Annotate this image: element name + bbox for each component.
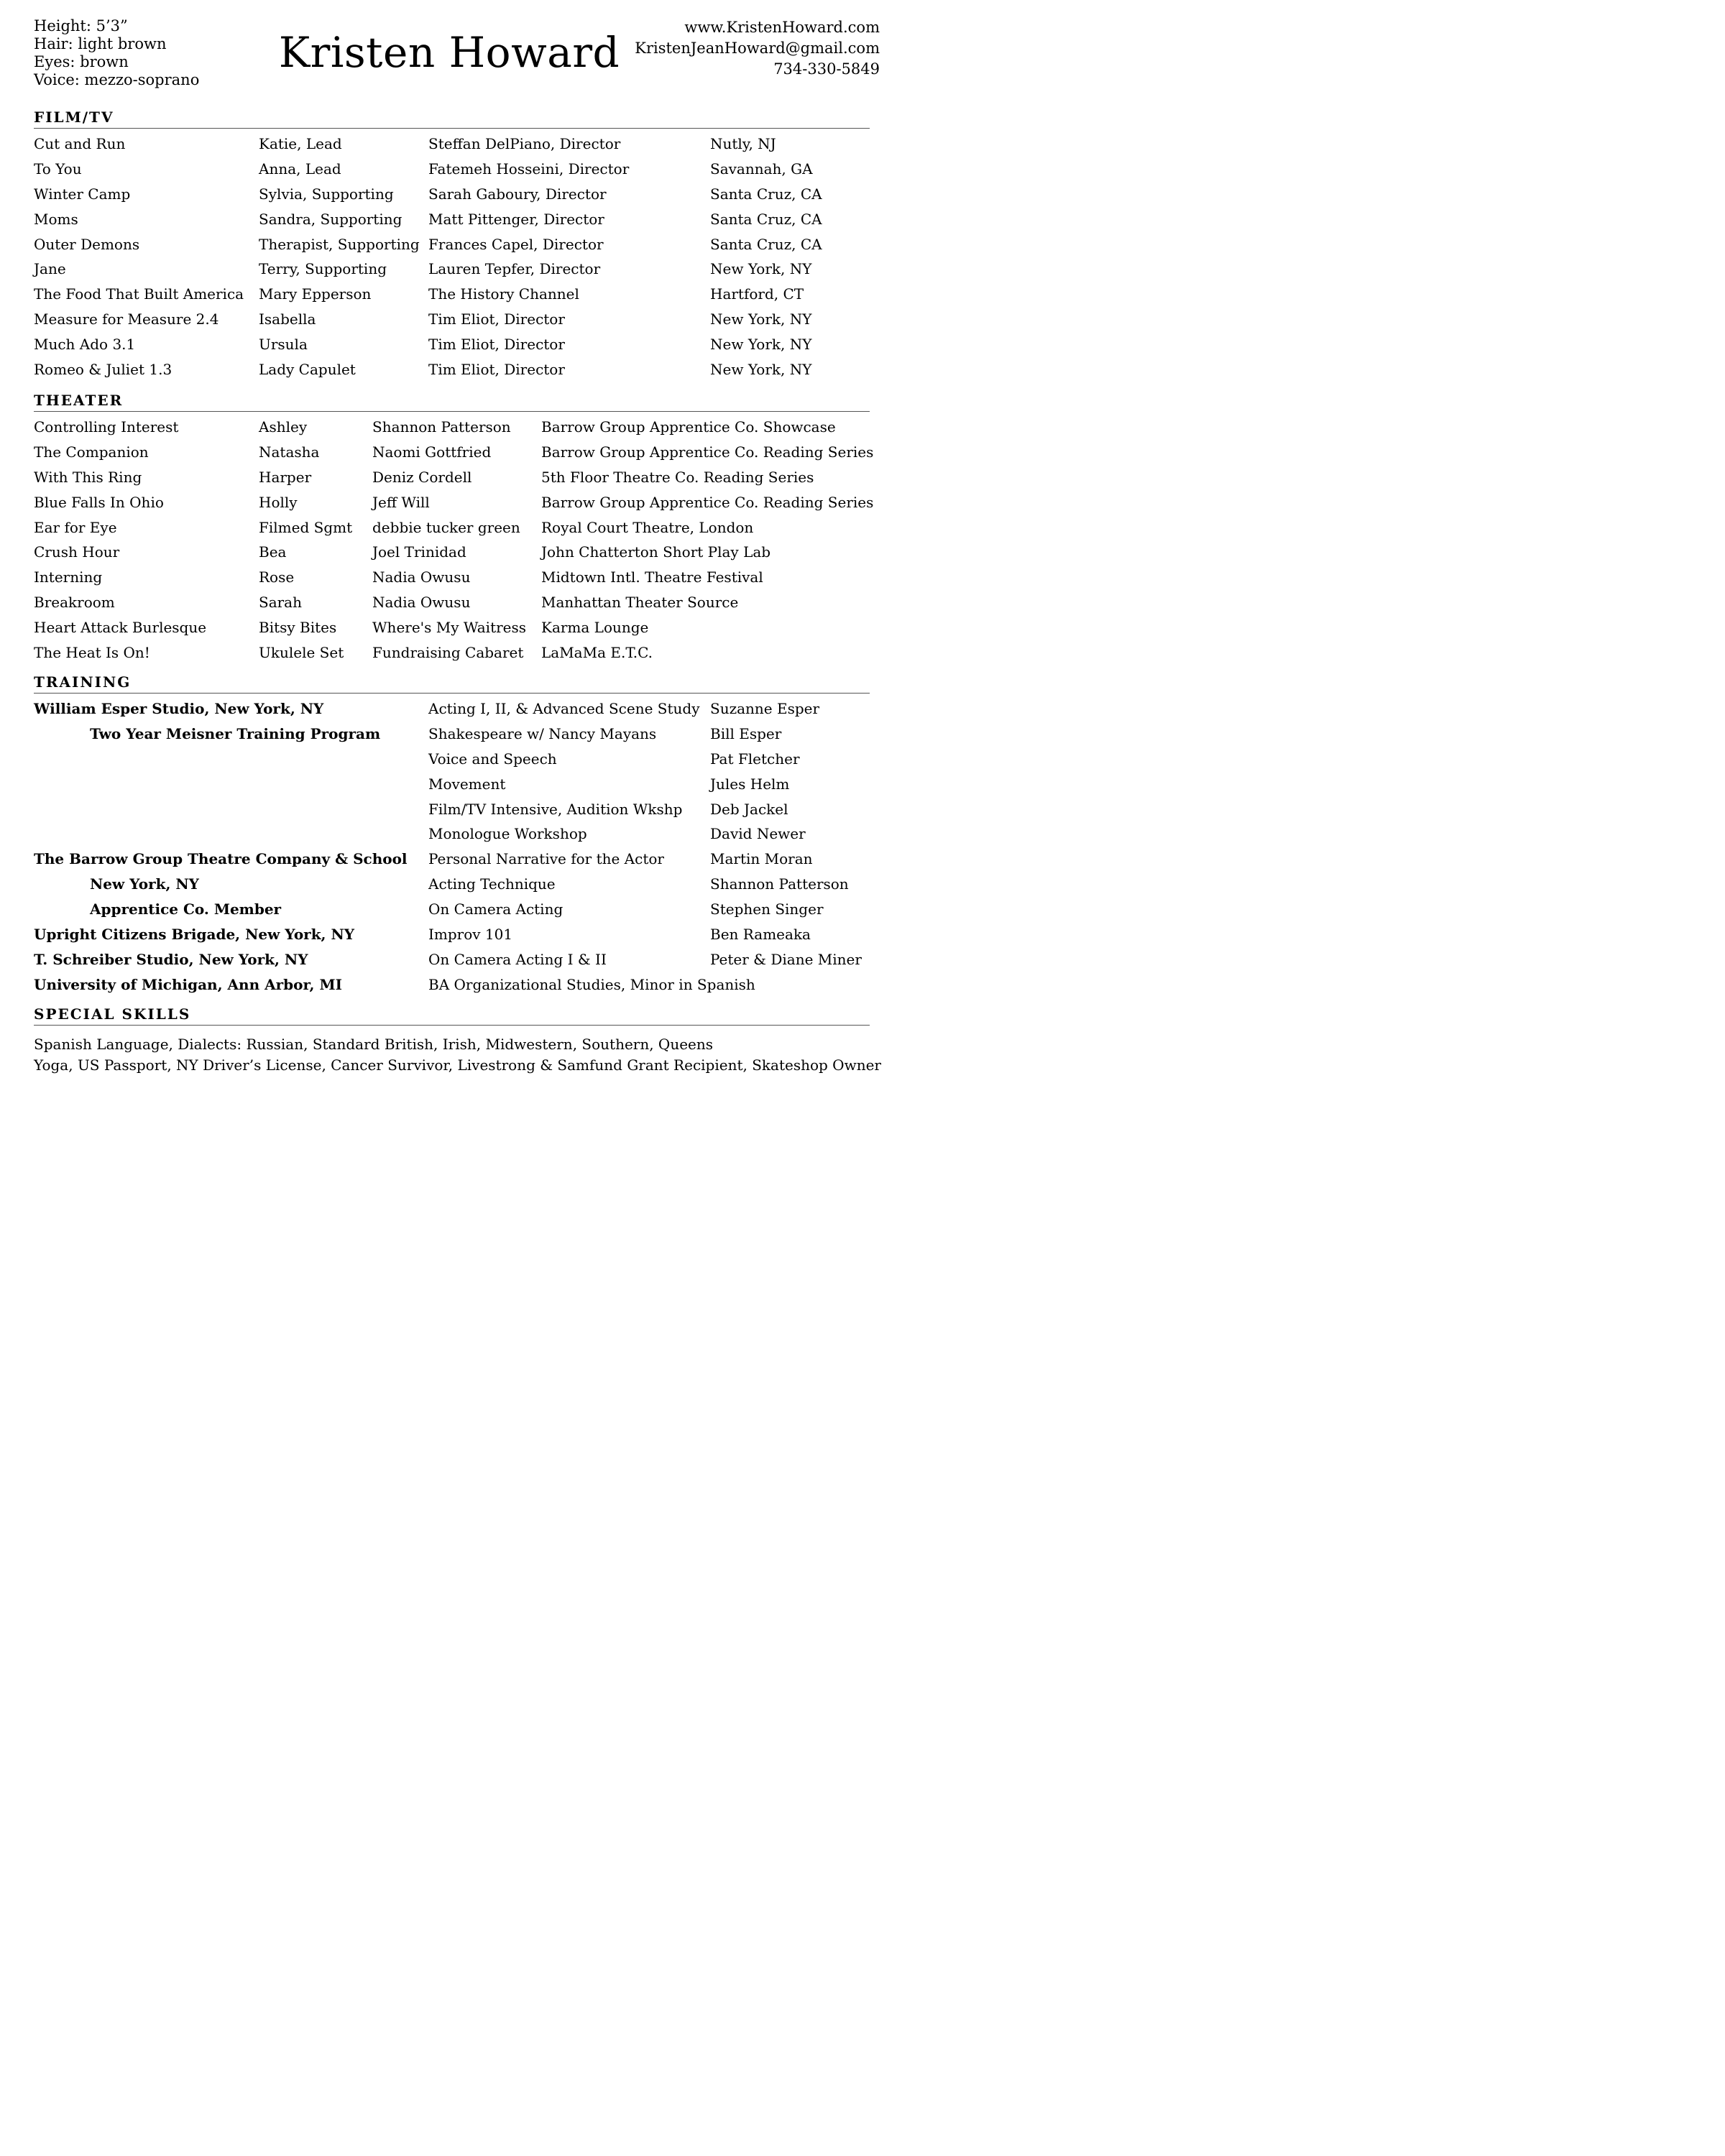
- training-row: [0, 772, 898, 797]
- venue: Barrow Group Apprentice Co. Reading Series: [541, 443, 874, 461]
- training-course: Shakespeare w/ Nancy Mayans: [428, 724, 657, 742]
- role: Anna, Lead: [259, 160, 341, 178]
- training-course: Voice and Speech: [428, 750, 557, 768]
- special-skills-list: [34, 1034, 881, 1076]
- contact-info: [635, 17, 880, 80]
- location: Savannah, GA: [710, 160, 813, 178]
- training-teacher: Stephen Singer: [710, 900, 824, 918]
- director: Tim Eliot, Director: [428, 336, 565, 354]
- training-row: [0, 947, 898, 972]
- director: Steffan DelPiano, Director: [428, 135, 621, 152]
- role: Filmed Sgmt: [259, 518, 353, 536]
- credit-row: [0, 332, 898, 357]
- location: Hartford, CT: [710, 285, 804, 303]
- role: Bea: [259, 543, 287, 561]
- training-row: [0, 897, 898, 922]
- project-title: Cut and Run: [34, 135, 126, 152]
- role: Ashley: [259, 418, 308, 436]
- email-link[interactable]: KristenJeanHoward@gmail.com: [635, 40, 880, 57]
- director: Jeff Will: [372, 493, 430, 511]
- training-school: T. Schreiber Studio, New York, NY: [34, 950, 308, 968]
- director: Nadia Owusu: [372, 568, 471, 586]
- training-school: Apprentice Co. Member: [90, 900, 282, 918]
- film-tv-list: [0, 132, 898, 382]
- venue: Barrow Group Apprentice Co. Showcase: [541, 418, 836, 436]
- training-course: On Camera Acting: [428, 900, 564, 918]
- training-row: [0, 696, 898, 722]
- director: Lauren Tepfer, Director: [428, 260, 601, 278]
- venue: LaMaMa E.T.C.: [541, 644, 653, 662]
- project-title: Much Ado 3.1: [34, 336, 136, 354]
- credit-row: [0, 515, 898, 540]
- credit-row: [0, 465, 898, 490]
- role: Ukulele Set: [259, 644, 344, 662]
- training-course: Acting Technique: [428, 875, 556, 893]
- project-title: Measure for Measure 2.4: [34, 310, 219, 328]
- credit-row: [0, 540, 898, 565]
- credit-row: [0, 440, 898, 465]
- film-tv-heading: FILM/TV: [34, 109, 870, 129]
- training-heading: TRAINING: [34, 673, 870, 694]
- skills-line: Spanish Language, Dialects: Russian, Standard British, Irish, Midwestern, Southern, Queens: [34, 1036, 714, 1053]
- credit-row: [0, 257, 898, 282]
- director: Naomi Gottfried: [372, 443, 492, 461]
- venue: John Chatterton Short Play Lab: [541, 543, 771, 561]
- project-title: Romeo & Juliet 1.3: [34, 361, 172, 379]
- training-list: [0, 696, 898, 998]
- director: Deniz Cordell: [372, 468, 472, 486]
- training-teacher: Peter & Diane Miner: [710, 950, 862, 968]
- director: Frances Capel, Director: [428, 235, 604, 253]
- role: Natasha: [259, 443, 320, 461]
- play-title: Breakroom: [34, 594, 115, 612]
- training-row: [0, 821, 898, 847]
- credit-row: [0, 232, 898, 257]
- training-teacher: Ben Rameaka: [710, 926, 811, 944]
- credit-row: [0, 640, 898, 665]
- stat-height: Height: 5’3”: [34, 17, 128, 34]
- director: Where's My Waitress: [372, 619, 527, 637]
- training-row: [0, 797, 898, 822]
- director: Shannon Patterson: [372, 418, 511, 436]
- role: Isabella: [259, 310, 316, 328]
- website-link[interactable]: www.KristenHoward.com: [684, 19, 880, 36]
- play-title: Heart Attack Burlesque: [34, 619, 207, 637]
- training-row: [0, 747, 898, 772]
- special-skills-heading: SPECIAL SKILLS: [34, 1005, 870, 1026]
- location: New York, NY: [710, 336, 812, 354]
- credit-row: [0, 282, 898, 307]
- training-row: [0, 872, 898, 897]
- role: Sarah: [259, 594, 302, 612]
- project-title: Jane: [34, 260, 66, 278]
- location: New York, NY: [710, 310, 812, 328]
- training-school: The Barrow Group Theatre Company & School: [34, 850, 408, 868]
- training-school: Upright Citizens Brigade, New York, NY: [34, 926, 355, 944]
- credit-row: [0, 490, 898, 515]
- credit-row: [0, 157, 898, 182]
- project-title: Moms: [34, 210, 78, 228]
- role: Mary Epperson: [259, 285, 372, 303]
- training-row: [0, 922, 898, 947]
- director: Fundraising Cabaret: [372, 644, 524, 662]
- training-school: William Esper Studio, New York, NY: [34, 700, 324, 717]
- play-title: With This Ring: [34, 468, 142, 486]
- venue: Royal Court Theatre, London: [541, 518, 754, 536]
- role: Terry, Supporting: [259, 260, 387, 278]
- stat-hair: Hair: light brown: [34, 35, 167, 52]
- location: New York, NY: [710, 361, 812, 379]
- training-course: On Camera Acting I & II: [428, 950, 607, 968]
- training-row: [0, 972, 898, 998]
- director: Joel Trinidad: [372, 543, 466, 561]
- director: Tim Eliot, Director: [428, 310, 565, 328]
- credit-row: [0, 415, 898, 440]
- phone-number: 734-330-5849: [773, 60, 880, 78]
- training-teacher: Pat Fletcher: [710, 750, 800, 768]
- role: Rose: [259, 568, 295, 586]
- theater-list: [0, 415, 898, 665]
- theater-heading: THEATER: [34, 392, 870, 412]
- project-title: To You: [34, 160, 82, 178]
- actor-name: Kristen Howard: [278, 28, 620, 77]
- training-teacher: Deb Jackel: [710, 800, 788, 818]
- director: debbie tucker green: [372, 518, 520, 536]
- training-course: Monologue Workshop: [428, 825, 587, 843]
- venue: Manhattan Theater Source: [541, 594, 739, 612]
- credit-row: [0, 307, 898, 332]
- project-title: Winter Camp: [34, 185, 131, 203]
- location: Santa Cruz, CA: [710, 235, 822, 253]
- director: Tim Eliot, Director: [428, 361, 565, 379]
- venue: Karma Lounge: [541, 619, 649, 637]
- stat-voice: Voice: mezzo-soprano: [34, 71, 200, 88]
- project-title: Outer Demons: [34, 235, 140, 253]
- training-teacher: Martin Moran: [710, 850, 813, 868]
- location: Nutly, NJ: [710, 135, 776, 152]
- venue: Midtown Intl. Theatre Festival: [541, 568, 763, 586]
- training-teacher: Shannon Patterson: [710, 875, 849, 893]
- credit-row: [0, 132, 898, 157]
- director: The History Channel: [428, 285, 579, 303]
- play-title: Interning: [34, 568, 103, 586]
- role: Sandra, Supporting: [259, 210, 402, 228]
- training-course: Personal Narrative for the Actor: [428, 850, 664, 868]
- training-row: [0, 722, 898, 747]
- training-teacher: Jules Helm: [710, 775, 790, 793]
- credit-row: [0, 207, 898, 232]
- role: Bitsy Bites: [259, 619, 337, 637]
- location: Santa Cruz, CA: [710, 185, 822, 203]
- stat-eyes: Eyes: brown: [34, 53, 129, 70]
- role: Lady Capulet: [259, 361, 356, 379]
- location: New York, NY: [710, 260, 812, 278]
- play-title: The Heat Is On!: [34, 644, 150, 662]
- play-title: Controlling Interest: [34, 418, 179, 436]
- training-school: Two Year Meisner Training Program: [90, 724, 381, 742]
- role: Harper: [259, 468, 312, 486]
- credit-row: [0, 182, 898, 207]
- director: Fatemeh Hosseini, Director: [428, 160, 630, 178]
- play-title: The Companion: [34, 443, 149, 461]
- venue: Barrow Group Apprentice Co. Reading Series: [541, 493, 874, 511]
- role: Holly: [259, 493, 298, 511]
- credit-row: [0, 615, 898, 640]
- role: Sylvia, Supporting: [259, 185, 394, 203]
- training-course: BA Organizational Studies, Minor in Spanish: [428, 975, 755, 993]
- skills-line: Yoga, US Passport, NY Driver’s License, Cancer Survivor, Livestrong & Samfund Grant Recipient, Skateshop Owner: [34, 1056, 881, 1074]
- venue: 5th Floor Theatre Co. Reading Series: [541, 468, 814, 486]
- project-title: The Food That Built America: [34, 285, 244, 303]
- training-teacher: Suzanne Esper: [710, 700, 820, 717]
- play-title: Ear for Eye: [34, 518, 117, 536]
- training-course: Acting I, II, & Advanced Scene Study: [428, 700, 700, 717]
- training-school: University of Michigan, Ann Arbor, MI: [34, 975, 342, 993]
- play-title: Blue Falls In Ohio: [34, 493, 164, 511]
- credit-row: [0, 357, 898, 382]
- location: Santa Cruz, CA: [710, 210, 822, 228]
- training-teacher: Bill Esper: [710, 724, 782, 742]
- director: Sarah Gaboury, Director: [428, 185, 607, 203]
- training-course: Movement: [428, 775, 506, 793]
- resume-page: [0, 0, 898, 1123]
- role: Ursula: [259, 336, 308, 354]
- training-teacher: David Newer: [710, 825, 806, 843]
- director: Nadia Owusu: [372, 594, 471, 612]
- training-row: [0, 847, 898, 872]
- role: Therapist, Supporting: [259, 235, 420, 253]
- training-school: New York, NY: [90, 875, 199, 893]
- credit-row: [0, 590, 898, 615]
- role: Katie, Lead: [259, 135, 342, 152]
- play-title: Crush Hour: [34, 543, 120, 561]
- training-course: Film/TV Intensive, Audition Wkshp: [428, 800, 683, 818]
- director: Matt Pittenger, Director: [428, 210, 604, 228]
- credit-row: [0, 565, 898, 590]
- training-course: Improv 101: [428, 926, 513, 944]
